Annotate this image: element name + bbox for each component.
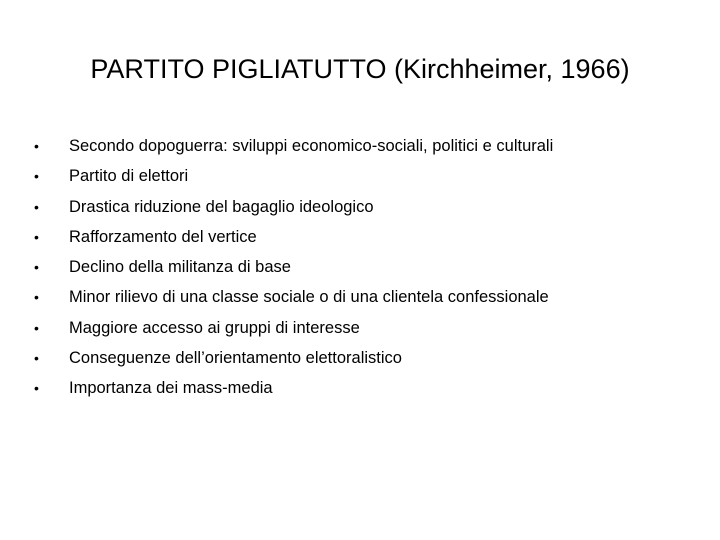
bullet-icon: •	[34, 319, 39, 336]
bullet-text: Importanza dei mass-media	[69, 379, 273, 397]
bullet-icon: •	[34, 289, 39, 306]
bullet-item	[0, 252, 720, 282]
bullet-icon: •	[34, 349, 39, 366]
bullet-text: Minor rilievo di una classe sociale o di una clientela confessionale	[69, 288, 549, 307]
bullet-text: Partito di elettori	[69, 167, 189, 186]
bullet-item	[0, 131, 720, 161]
bullet-text: Rafforzamento del vertice	[69, 227, 257, 246]
bullet-text: Declino della militanza di base	[69, 258, 291, 276]
bullet-icon: •	[34, 259, 39, 275]
bullet-text: Conseguenze dell’orientamento elettoralistico	[69, 348, 402, 367]
bullet-item	[0, 161, 720, 191]
bullet-text: Drastica riduzione del bagaglio ideologico	[69, 197, 374, 216]
bullet-text: Maggiore accesso ai gruppi di interesse	[69, 318, 360, 337]
bullet-item	[0, 373, 720, 403]
bullet-item	[0, 313, 720, 343]
bullet-icon: •	[34, 380, 39, 396]
bullet-icon: •	[34, 138, 39, 154]
bullet-text: Secondo dopoguerra: sviluppi economico-sociali, politici e culturali	[69, 137, 554, 155]
slide-title: PARTITO PIGLIATUTTO (Kirchheimer, 1966)	[90, 54, 630, 84]
bullet-icon: •	[34, 168, 39, 185]
bullet-item	[0, 282, 720, 312]
bullet-item	[0, 222, 720, 252]
bullet-item	[0, 343, 720, 373]
bullet-icon: •	[34, 198, 39, 215]
bullet-list	[0, 131, 720, 403]
bullet-item	[0, 192, 720, 222]
bullet-icon: •	[34, 228, 39, 245]
